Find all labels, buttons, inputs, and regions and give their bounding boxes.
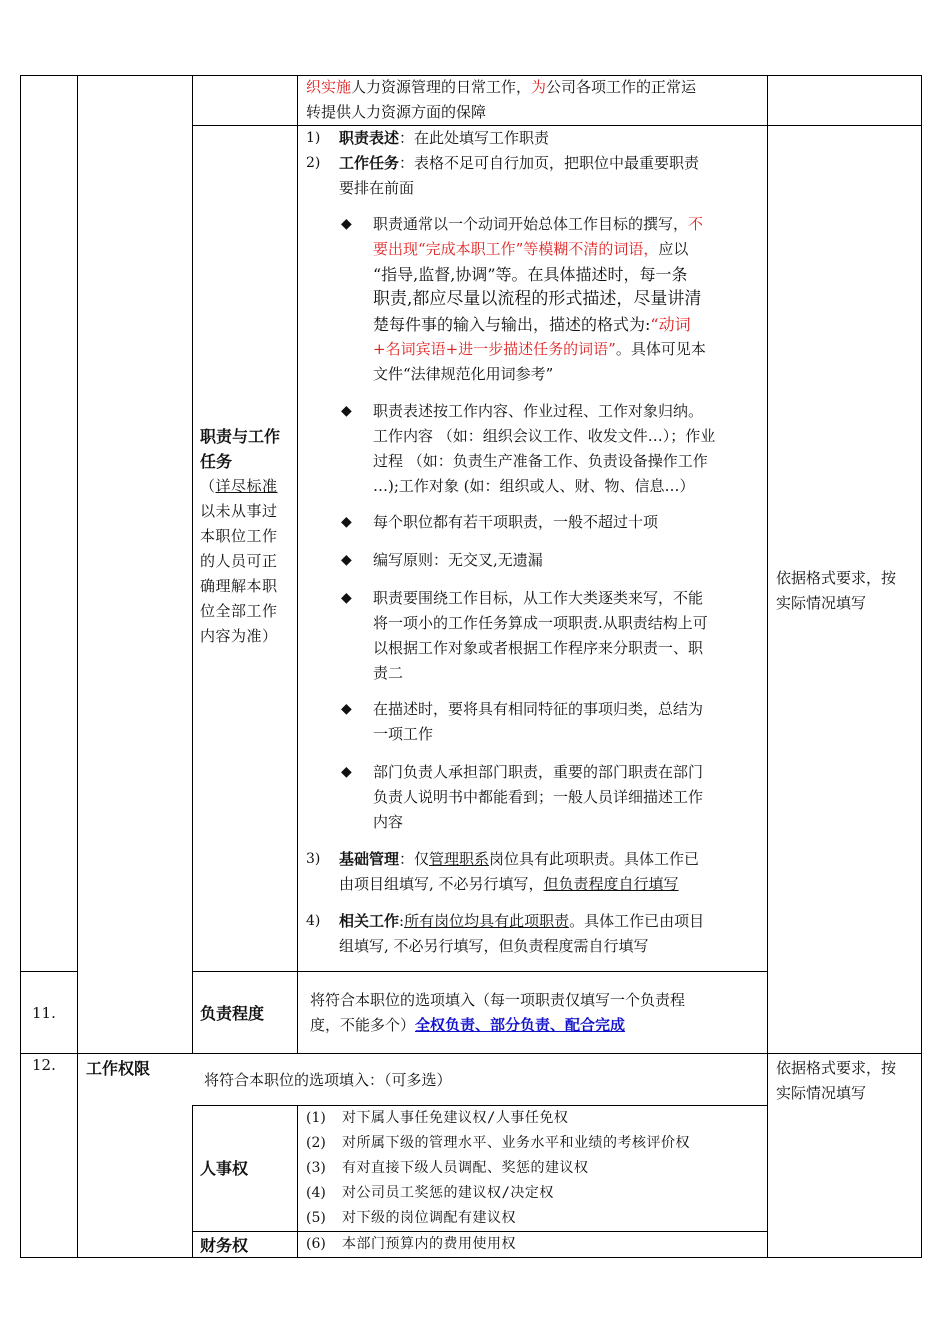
work-authority-right-note: 依据格式要求，按 实际情况填写 xyxy=(776,1059,897,1102)
top-row-text-line1: 织实施人力资源管理的日常工作，为公司各项工作的正常运 xyxy=(306,78,697,96)
grid-line xyxy=(297,75,298,1053)
diamond-bullet-icon: ◆ xyxy=(341,403,352,419)
personnel-rights-label: 人事权 xyxy=(200,1159,249,1178)
duties-label-title: 职责与工作任务 xyxy=(200,427,281,471)
list-item: (2) 对所属下级的管理水平、业务水平和业绩的考核评价权 xyxy=(306,1135,690,1151)
top-row-text-line2: 转提供人力资源方面的保障 xyxy=(306,103,487,121)
item-number: 3) xyxy=(306,851,321,867)
item-number: 2) xyxy=(306,155,321,171)
grid-line xyxy=(297,1105,298,1257)
list-item: (5) 对下级的岗位调配有建议权 xyxy=(306,1210,516,1226)
grid-line xyxy=(192,971,767,972)
grid-line xyxy=(921,75,922,1257)
duty-item-2: 工作任务：表格不足可自行加页，把职位中最重要职责 xyxy=(339,154,700,172)
diamond-bullet-icon: ◆ xyxy=(341,514,352,530)
row-index-11: 11. xyxy=(32,1004,56,1022)
duties-label-cell xyxy=(200,424,292,649)
work-authority-label: 工作权限 xyxy=(86,1059,151,1078)
responsibility-options-link[interactable]: 全权负责、部分负责、配合完成 xyxy=(415,1016,626,1034)
duty-item-1: 职责表述：在此处填写工作职责 xyxy=(339,129,550,147)
duty-item-3-cont: 由项目组填写, 不必另行填写，但负责程度自行填写 xyxy=(339,875,679,893)
diamond-bullet-icon: ◆ xyxy=(341,552,352,568)
duty-item-2-cont: 要排在前面 xyxy=(339,179,415,197)
grid-line xyxy=(192,75,193,1053)
duty-item-3: 基础管理：仅管理职系岗位具有此项职责。具体工作已 xyxy=(339,850,700,868)
duty-item-4-cont: 组填写, 不必另行填写，但负责程度需自行填写 xyxy=(339,937,649,955)
grid-line xyxy=(77,75,78,1257)
grid-line xyxy=(767,75,768,1257)
grid-line xyxy=(20,971,78,972)
bullet-4: 编写原则：无交叉,无遗漏 xyxy=(373,551,543,569)
list-item: (3) 有对直接下级人员调配、奖惩的建议权 xyxy=(306,1160,589,1176)
diamond-bullet-icon: ◆ xyxy=(341,764,352,780)
responsibility-level-text-line1: 将符合本职位的选项填入（每一项职责仅填写一个负责程 xyxy=(310,991,686,1009)
diamond-bullet-icon: ◆ xyxy=(341,590,352,606)
grid-line xyxy=(20,1053,922,1054)
duties-label-note: （详尽标准以未从事过本职位工作的人员可正确理解本职位全部工作内容为准） xyxy=(200,477,278,645)
responsibility-level-text-line2: 度，不能多个）全权负责、部分负责、配合完成 xyxy=(310,1016,626,1034)
finance-rights-label: 财务权 xyxy=(200,1236,249,1255)
item-number: 1) xyxy=(306,130,321,146)
item-number: 4) xyxy=(306,913,321,929)
work-authority-intro: 将符合本职位的选项填入：（可多选） xyxy=(204,1071,452,1089)
grid-line xyxy=(20,75,21,1257)
list-item: (1) 对下属人事任免建议权/人事任免权 xyxy=(306,1110,569,1126)
grid-line xyxy=(20,1257,922,1258)
diamond-bullet-icon: ◆ xyxy=(341,701,352,717)
list-item: (4) 对公司员工奖惩的建议权/决定权 xyxy=(306,1185,554,1201)
grid-line xyxy=(192,125,922,126)
grid-line xyxy=(192,1105,193,1257)
row-index-12: 12. xyxy=(32,1056,56,1074)
bullet-3: 每个职位都有若干项职责，一般不超过十项 xyxy=(373,513,659,531)
duty-item-4: 相关工作:所有岗位均具有此项职责。具体工作已由项目 xyxy=(339,912,705,930)
list-item: (6) 本部门预算内的费用使用权 xyxy=(306,1236,516,1252)
diamond-bullet-icon: ◆ xyxy=(341,216,352,232)
duties-right-note: 依据格式要求，按 实际情况填写 xyxy=(776,569,897,612)
responsibility-level-label: 负责程度 xyxy=(200,1004,265,1023)
